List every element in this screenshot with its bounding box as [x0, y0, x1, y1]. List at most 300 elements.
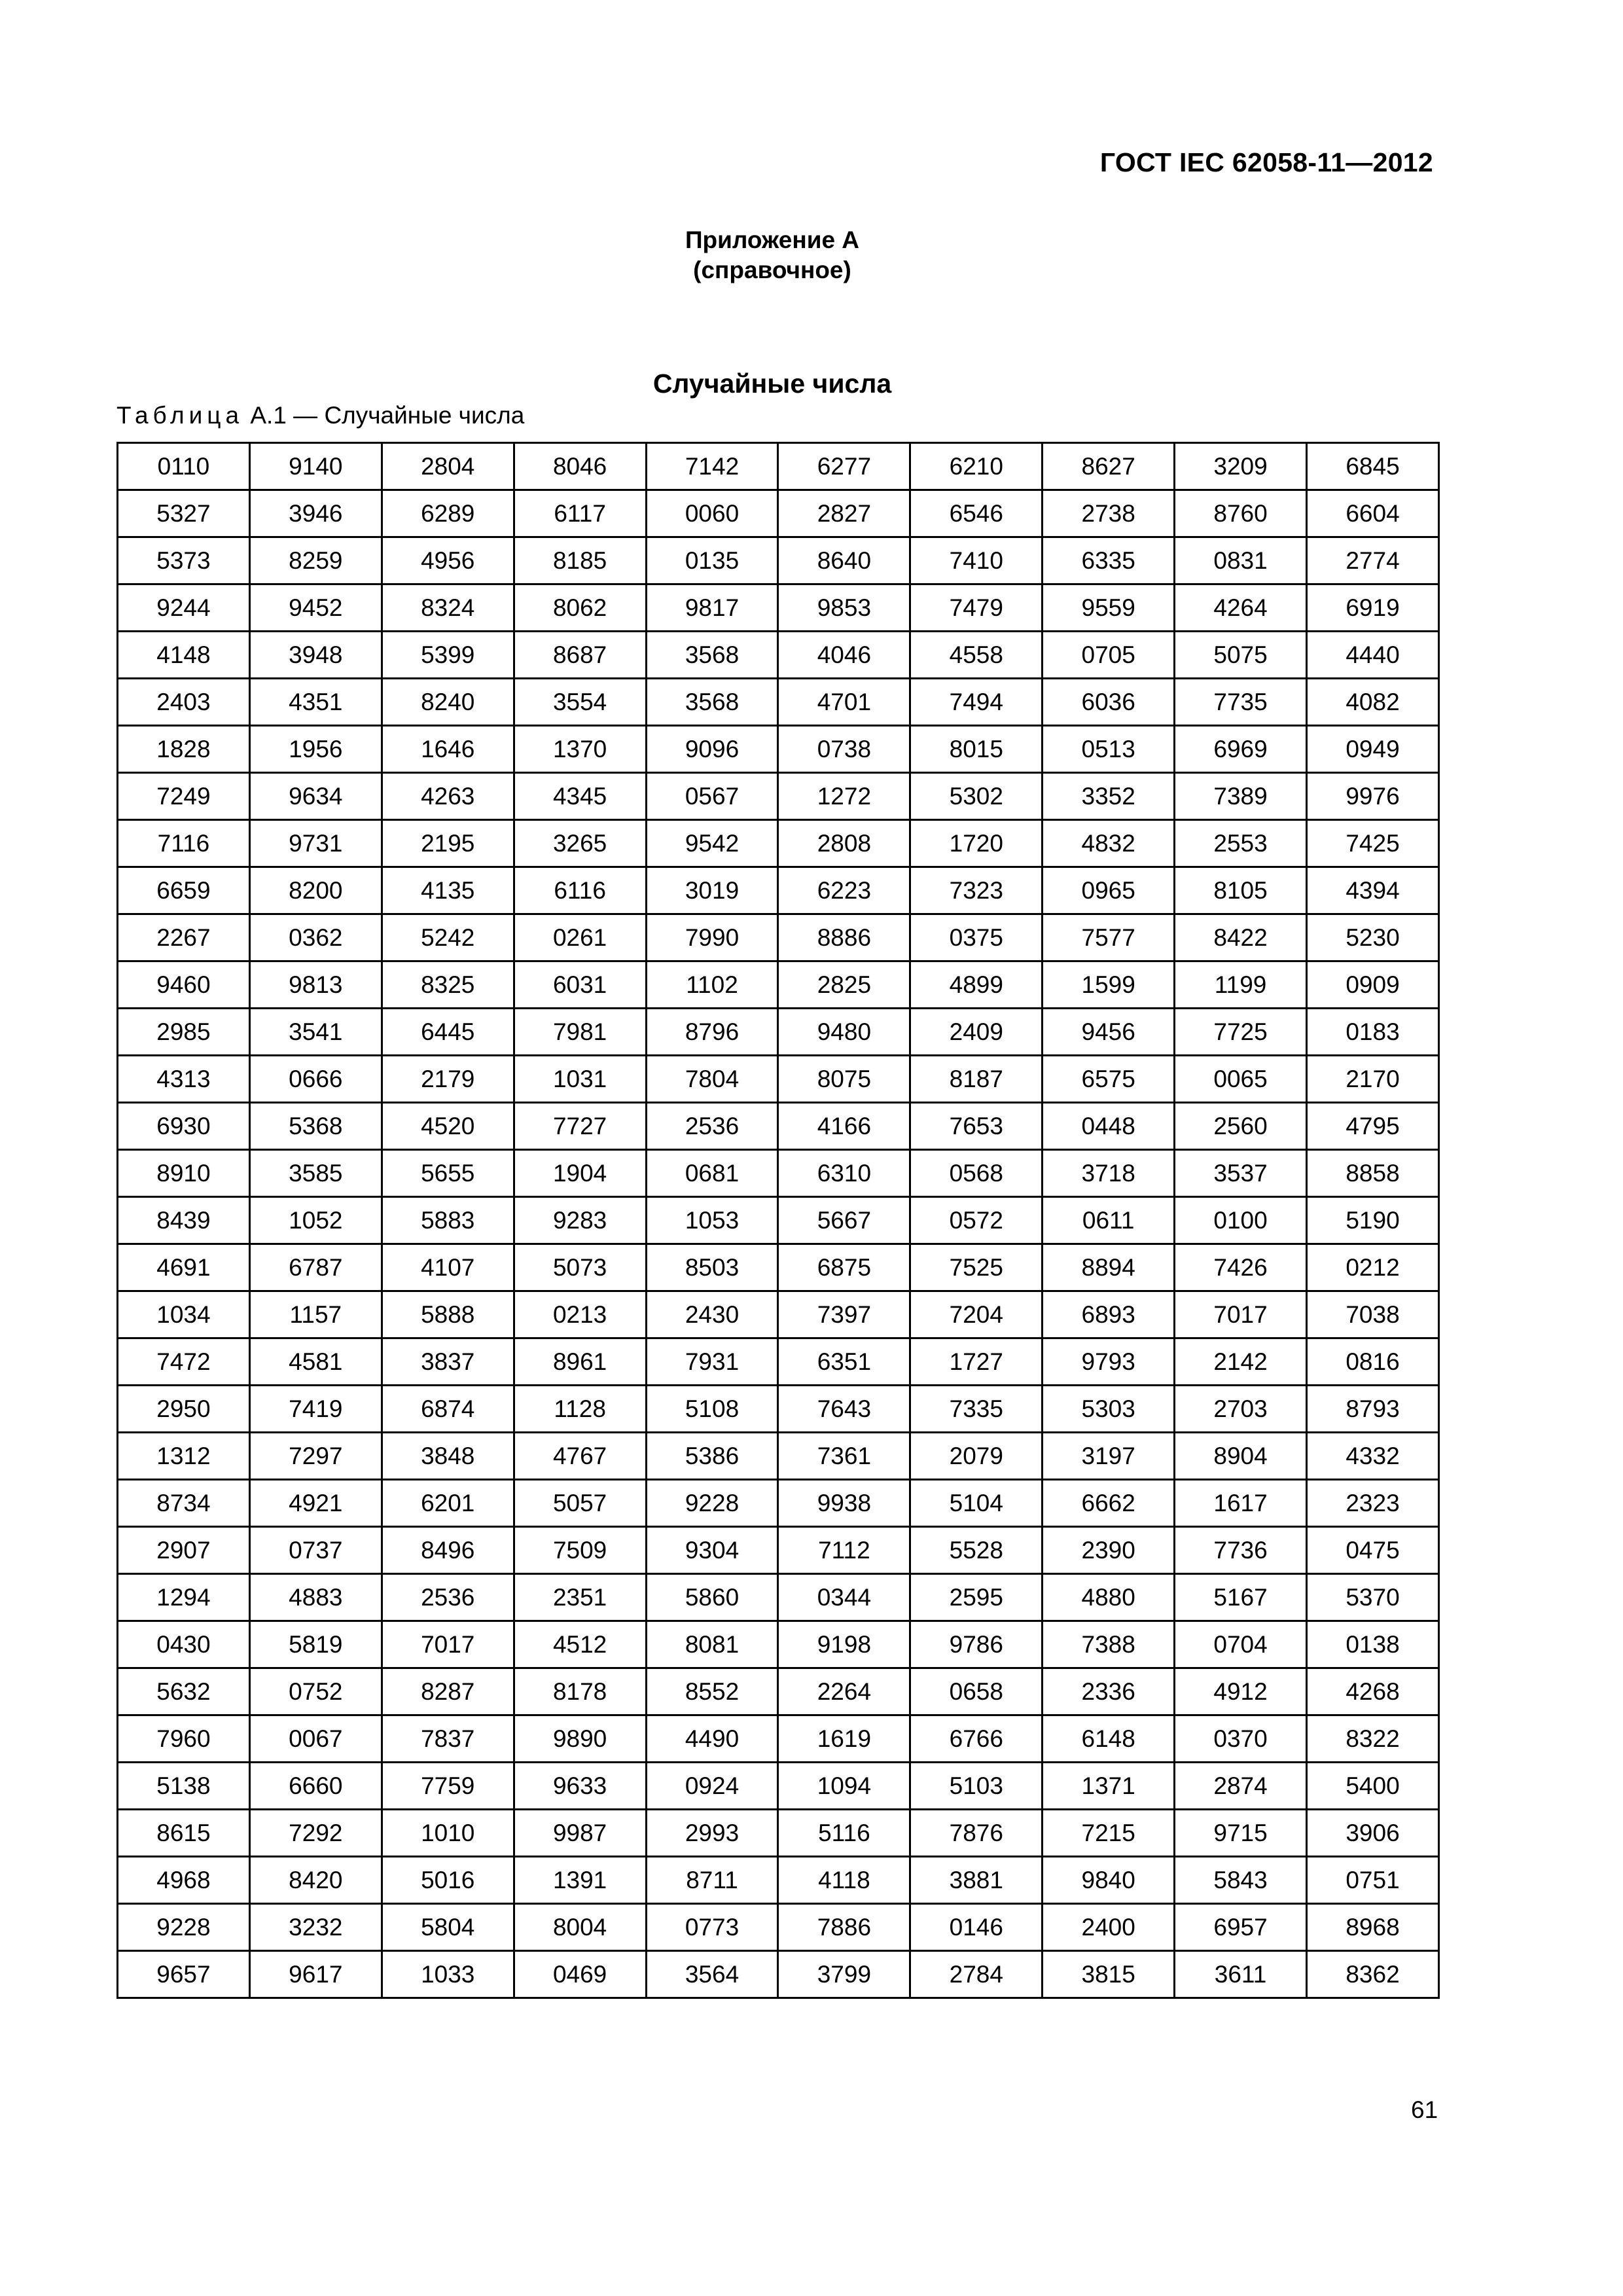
table-cell: 3352	[1043, 773, 1175, 820]
table-cell: 7112	[778, 1527, 910, 1574]
table-row	[118, 1009, 1439, 1056]
table-cell: 4166	[778, 1103, 910, 1150]
table-cell: 5368	[249, 1103, 382, 1150]
table-cell: 7204	[910, 1291, 1043, 1338]
table-cell: 1391	[514, 1857, 646, 1904]
table-cell: 5104	[910, 1480, 1043, 1527]
table-cell: 1617	[1175, 1480, 1307, 1527]
table-cell: 2195	[382, 820, 514, 867]
table-cell: 9140	[249, 443, 382, 490]
table-cell: 0704	[1175, 1621, 1307, 1668]
table-cell: 1619	[778, 1715, 910, 1763]
table-cell: 8760	[1175, 490, 1307, 537]
table-cell: 6223	[778, 867, 910, 914]
table-cell: 7725	[1175, 1009, 1307, 1056]
table-cell: 2950	[118, 1386, 250, 1433]
table-cell: 1371	[1043, 1763, 1175, 1810]
table-cell: 5073	[514, 1244, 646, 1291]
table-row	[118, 1668, 1439, 1715]
table-cell: 6660	[249, 1763, 382, 1810]
table-cell: 7323	[910, 867, 1043, 914]
table-row	[118, 914, 1439, 961]
table-cell: 8687	[514, 632, 646, 679]
table-cell: 2784	[910, 1951, 1043, 1998]
table-cell: 4268	[1307, 1668, 1439, 1715]
table-cell: 1312	[118, 1433, 250, 1480]
table-cell: 3537	[1175, 1150, 1307, 1197]
table-cell: 0448	[1043, 1103, 1175, 1150]
table-cell: 8287	[382, 1668, 514, 1715]
table-cell: 1102	[646, 961, 778, 1009]
table-cell: 7735	[1175, 679, 1307, 726]
table-cell: 4490	[646, 1715, 778, 1763]
table-cell: 8046	[514, 443, 646, 490]
table-cell: 4767	[514, 1433, 646, 1480]
table-cell: 3232	[249, 1904, 382, 1951]
table-cell: 9890	[514, 1715, 646, 1763]
table-cell: 8240	[382, 679, 514, 726]
table-cell: 5327	[118, 490, 250, 537]
table-row	[118, 1056, 1439, 1103]
table-cell: 2409	[910, 1009, 1043, 1056]
table-cell: 1052	[249, 1197, 382, 1244]
table-cell: 0067	[249, 1715, 382, 1763]
table-row	[118, 1951, 1439, 1998]
table-cell: 4512	[514, 1621, 646, 1668]
table-cell: 8496	[382, 1527, 514, 1574]
table-cell: 4351	[249, 679, 382, 726]
table-row	[118, 1480, 1439, 1527]
table-cell: 1010	[382, 1810, 514, 1857]
table-cell: 8503	[646, 1244, 778, 1291]
table-cell: 3611	[1175, 1951, 1307, 1998]
table-cell: 6036	[1043, 679, 1175, 726]
standard-designation: ГОСТ IEC 62058-11—2012	[1099, 147, 1433, 177]
section-title: Случайные числа	[652, 368, 892, 399]
table-cell: 9617	[249, 1951, 382, 1998]
table-cell: 0100	[1175, 1197, 1307, 1244]
table-cell: 8259	[249, 537, 382, 584]
table-cell: 5167	[1175, 1574, 1307, 1621]
table-cell: 6874	[382, 1386, 514, 1433]
table-cell: 1272	[778, 773, 910, 820]
table-cell: 0567	[646, 773, 778, 820]
table-cell: 6031	[514, 961, 646, 1009]
table-cell: 1157	[249, 1291, 382, 1338]
table-cell: 3799	[778, 1951, 910, 1998]
table-cell: 5373	[118, 537, 250, 584]
table-cell: 0752	[249, 1668, 382, 1715]
table-cell: 0362	[249, 914, 382, 961]
table-cell: 2264	[778, 1668, 910, 1715]
table-cell: 3019	[646, 867, 778, 914]
table-cell: 4345	[514, 773, 646, 820]
table-cell: 6575	[1043, 1056, 1175, 1103]
table-cell: 7335	[910, 1386, 1043, 1433]
table-cell: 2774	[1307, 537, 1439, 584]
table-caption	[116, 402, 524, 429]
table-cell: 6210	[910, 443, 1043, 490]
table-cell: 5230	[1307, 914, 1439, 961]
table-row	[118, 679, 1439, 726]
table-cell: 4107	[382, 1244, 514, 1291]
table-cell: 7804	[646, 1056, 778, 1103]
table-cell: 3815	[1043, 1951, 1175, 1998]
table-cell: 2267	[118, 914, 250, 961]
table-cell: 0370	[1175, 1715, 1307, 1763]
table-row	[118, 1291, 1439, 1338]
table-cell: 6116	[514, 867, 646, 914]
table-cell: 4263	[382, 773, 514, 820]
table-cell: 3564	[646, 1951, 778, 1998]
table-cell: 7361	[778, 1433, 910, 1480]
table-cell: 5804	[382, 1904, 514, 1951]
table-cell: 6604	[1307, 490, 1439, 537]
table-row	[118, 867, 1439, 914]
table-cell: 0375	[910, 914, 1043, 961]
table-cell: 4394	[1307, 867, 1439, 914]
table-cell: 1033	[382, 1951, 514, 1998]
table-cell: 5108	[646, 1386, 778, 1433]
table-cell: 8894	[1043, 1244, 1175, 1291]
table-cell: 5843	[1175, 1857, 1307, 1904]
table-cell: 7577	[1043, 914, 1175, 961]
random-numbers-table	[116, 442, 1440, 1999]
table-cell: 5075	[1175, 632, 1307, 679]
table-cell: 8187	[910, 1056, 1043, 1103]
table-cell: 7292	[249, 1810, 382, 1857]
table-cell: 4691	[118, 1244, 250, 1291]
table-cell: 2703	[1175, 1386, 1307, 1433]
table-cell: 8325	[382, 961, 514, 1009]
table-cell: 6117	[514, 490, 646, 537]
table-cell: 5883	[382, 1197, 514, 1244]
table-cell: 0773	[646, 1904, 778, 1951]
table-cell: 0705	[1043, 632, 1175, 679]
table-cell: 9840	[1043, 1857, 1175, 1904]
table-cell: 0065	[1175, 1056, 1307, 1103]
table-cell: 4956	[382, 537, 514, 584]
table-cell: 5400	[1307, 1763, 1439, 1810]
table-cell: 9096	[646, 726, 778, 773]
table-cell: 2170	[1307, 1056, 1439, 1103]
table-cell: 8439	[118, 1197, 250, 1244]
table-cell: 8886	[778, 914, 910, 961]
table-cell: 4148	[118, 632, 250, 679]
table-cell: 2336	[1043, 1668, 1175, 1715]
table-cell: 8062	[514, 584, 646, 632]
table-cell: 5370	[1307, 1574, 1439, 1621]
table-cell: 1599	[1043, 961, 1175, 1009]
table-cell: 5302	[910, 773, 1043, 820]
table-cell: 3837	[382, 1338, 514, 1386]
table-cell: 0751	[1307, 1857, 1439, 1904]
table-cell: 7017	[382, 1621, 514, 1668]
table-cell: 6893	[1043, 1291, 1175, 1338]
table-cell: 8627	[1043, 443, 1175, 490]
table-cell: 9304	[646, 1527, 778, 1574]
table-cell: 2351	[514, 1574, 646, 1621]
table-cell: 0909	[1307, 961, 1439, 1009]
table-cell: 2536	[382, 1574, 514, 1621]
table-cell: 7215	[1043, 1810, 1175, 1857]
table-cell: 6930	[118, 1103, 250, 1150]
table-cell: 0568	[910, 1150, 1043, 1197]
table-cell: 3265	[514, 820, 646, 867]
table-cell: 9198	[778, 1621, 910, 1668]
table-cell: 6845	[1307, 443, 1439, 490]
table-cell: 5655	[382, 1150, 514, 1197]
table-cell: 1128	[514, 1386, 646, 1433]
table-cell: 0572	[910, 1197, 1043, 1244]
table-cell: 0430	[118, 1621, 250, 1668]
table-cell: 4968	[118, 1857, 250, 1904]
table-cell: 7653	[910, 1103, 1043, 1150]
table-cell: 0681	[646, 1150, 778, 1197]
table-cell: 5303	[1043, 1386, 1175, 1433]
table-cell: 8004	[514, 1904, 646, 1951]
table-cell: 0110	[118, 443, 250, 490]
table-cell: 0611	[1043, 1197, 1175, 1244]
table-cell: 2079	[910, 1433, 1043, 1480]
table-cell: 8185	[514, 537, 646, 584]
table-cell: 7736	[1175, 1527, 1307, 1574]
table-cell: 7509	[514, 1527, 646, 1574]
table-cell: 7038	[1307, 1291, 1439, 1338]
table-cell: 9228	[118, 1904, 250, 1951]
table-cell: 7837	[382, 1715, 514, 1763]
table-cell: 8200	[249, 867, 382, 914]
table-cell: 4701	[778, 679, 910, 726]
table-cell: 0831	[1175, 537, 1307, 584]
table-cell: 5016	[382, 1857, 514, 1904]
table-cell: 1199	[1175, 961, 1307, 1009]
table-cell: 3568	[646, 632, 778, 679]
table-cell: 1828	[118, 726, 250, 773]
table-cell: 3848	[382, 1433, 514, 1480]
table-cell: 9633	[514, 1763, 646, 1810]
table-cell: 7479	[910, 584, 1043, 632]
table-cell: 7425	[1307, 820, 1439, 867]
table-cell: 0135	[646, 537, 778, 584]
table-cell: 0469	[514, 1951, 646, 1998]
table-cell: 0816	[1307, 1338, 1439, 1386]
table-cell: 9244	[118, 584, 250, 632]
table-cell: 4795	[1307, 1103, 1439, 1150]
table-row	[118, 1715, 1439, 1763]
table-cell: 8796	[646, 1009, 778, 1056]
table-cell: 2560	[1175, 1103, 1307, 1150]
table-row	[118, 820, 1439, 867]
table-cell: 8362	[1307, 1951, 1439, 1998]
table-cell: 9813	[249, 961, 382, 1009]
table-cell: 7727	[514, 1103, 646, 1150]
table-cell: 7297	[249, 1433, 382, 1480]
table-cell: 6289	[382, 490, 514, 537]
table-cell: 7472	[118, 1338, 250, 1386]
table-cell: 0261	[514, 914, 646, 961]
table-cell: 3585	[249, 1150, 382, 1197]
table-cell: 4440	[1307, 632, 1439, 679]
table-row	[118, 1150, 1439, 1197]
table-cell: 6969	[1175, 726, 1307, 773]
table-row	[118, 1574, 1439, 1621]
table-row	[118, 1338, 1439, 1386]
table-cell: 0738	[778, 726, 910, 773]
table-cell: 2907	[118, 1527, 250, 1574]
table-cell: 6957	[1175, 1904, 1307, 1951]
table-cell: 4899	[910, 961, 1043, 1009]
table-cell: 9731	[249, 820, 382, 867]
table-cell: 9559	[1043, 584, 1175, 632]
table-cell: 1294	[118, 1574, 250, 1621]
table-cell: 7931	[646, 1338, 778, 1386]
table-cell: 3948	[249, 632, 382, 679]
table-cell: 3881	[910, 1857, 1043, 1904]
table-cell: 1720	[910, 820, 1043, 867]
table-row	[118, 1527, 1439, 1574]
table-row	[118, 1386, 1439, 1433]
table-cell: 8961	[514, 1338, 646, 1386]
table-cell: 5888	[382, 1291, 514, 1338]
table-cell: 0737	[249, 1527, 382, 1574]
table-cell: 4082	[1307, 679, 1439, 726]
table-cell: 1727	[910, 1338, 1043, 1386]
table-cell: 0344	[778, 1574, 910, 1621]
table-cell: 8075	[778, 1056, 910, 1103]
table-cell: 2874	[1175, 1763, 1307, 1810]
table-cell: 2993	[646, 1810, 778, 1857]
table-cell: 9480	[778, 1009, 910, 1056]
page-number: 61	[1411, 2096, 1438, 2123]
table-cell: 2825	[778, 961, 910, 1009]
table-cell: 2985	[118, 1009, 250, 1056]
table-cell: 7643	[778, 1386, 910, 1433]
table-row	[118, 584, 1439, 632]
table-cell: 4313	[118, 1056, 250, 1103]
table-cell: 5860	[646, 1574, 778, 1621]
table-cell: 8910	[118, 1150, 250, 1197]
table-cell: 8615	[118, 1810, 250, 1857]
table-cell: 2536	[646, 1103, 778, 1150]
table-cell: 9715	[1175, 1810, 1307, 1857]
table-cell: 3554	[514, 679, 646, 726]
table-cell: 8422	[1175, 914, 1307, 961]
table-cell: 7142	[646, 443, 778, 490]
table-cell: 9456	[1043, 1009, 1175, 1056]
table-cell: 8081	[646, 1621, 778, 1668]
table-cell: 7990	[646, 914, 778, 961]
table-cell: 7981	[514, 1009, 646, 1056]
table-cell: 4520	[382, 1103, 514, 1150]
table-cell: 8734	[118, 1480, 250, 1527]
table-cell: 8968	[1307, 1904, 1439, 1951]
table-cell: 9938	[778, 1480, 910, 1527]
table-body	[118, 443, 1439, 1998]
table-cell: 5819	[249, 1621, 382, 1668]
table-cell: 1034	[118, 1291, 250, 1338]
table-cell: 9542	[646, 820, 778, 867]
table-cell: 5632	[118, 1668, 250, 1715]
table-cell: 1370	[514, 726, 646, 773]
table-row	[118, 1904, 1439, 1951]
table-cell: 9283	[514, 1197, 646, 1244]
table-cell: 2553	[1175, 820, 1307, 867]
table-cell: 1094	[778, 1763, 910, 1810]
table-cell: 3568	[646, 679, 778, 726]
table-cell: 6335	[1043, 537, 1175, 584]
table-row	[118, 1621, 1439, 1668]
table-cell: 2179	[382, 1056, 514, 1103]
table-cell: 4046	[778, 632, 910, 679]
table-cell: 7525	[910, 1244, 1043, 1291]
table-caption-text: А.1 — Случайные числа	[243, 402, 525, 429]
table-cell: 8711	[646, 1857, 778, 1904]
table-cell: 7017	[1175, 1291, 1307, 1338]
table-cell: 0213	[514, 1291, 646, 1338]
table-cell: 3541	[249, 1009, 382, 1056]
table-cell: 5667	[778, 1197, 910, 1244]
table-cell: 6310	[778, 1150, 910, 1197]
table-cell: 1031	[514, 1056, 646, 1103]
table-cell: 4332	[1307, 1433, 1439, 1480]
table-cell: 2804	[382, 443, 514, 490]
table-cell: 7419	[249, 1386, 382, 1433]
table-row	[118, 490, 1439, 537]
table-cell: 2403	[118, 679, 250, 726]
table-cell: 6148	[1043, 1715, 1175, 1763]
appendix-title: Приложение А	[685, 226, 860, 253]
table-cell: 0183	[1307, 1009, 1439, 1056]
table-cell: 2595	[910, 1574, 1043, 1621]
table-row	[118, 537, 1439, 584]
table-row	[118, 1197, 1439, 1244]
table-cell: 4135	[382, 867, 514, 914]
table-cell: 7960	[118, 1715, 250, 1763]
table-cell: 4880	[1043, 1574, 1175, 1621]
table-cell: 8904	[1175, 1433, 1307, 1480]
table-cell: 6351	[778, 1338, 910, 1386]
table-cell: 8322	[1307, 1715, 1439, 1763]
table-cell: 6659	[118, 867, 250, 914]
table-cell: 0212	[1307, 1244, 1439, 1291]
table-row	[118, 443, 1439, 490]
table-cell: 4264	[1175, 584, 1307, 632]
table-cell: 8420	[249, 1857, 382, 1904]
table-cell: 8105	[1175, 867, 1307, 914]
table-cell: 2430	[646, 1291, 778, 1338]
table-cell: 4558	[910, 632, 1043, 679]
table-cell: 0513	[1043, 726, 1175, 773]
table-cell: 9228	[646, 1480, 778, 1527]
table-cell: 8640	[778, 537, 910, 584]
table-cell: 1053	[646, 1197, 778, 1244]
table-cell: 9460	[118, 961, 250, 1009]
table-cell: 6277	[778, 443, 910, 490]
table-cell: 9452	[249, 584, 382, 632]
table-cell: 0965	[1043, 867, 1175, 914]
table-row	[118, 1857, 1439, 1904]
table-cell: 5116	[778, 1810, 910, 1857]
table-cell: 5399	[382, 632, 514, 679]
table-cell: 3906	[1307, 1810, 1439, 1857]
table-cell: 0475	[1307, 1527, 1439, 1574]
table-cell: 7759	[382, 1763, 514, 1810]
table-cell: 2808	[778, 820, 910, 867]
table-cell: 3197	[1043, 1433, 1175, 1480]
table-cell: 2323	[1307, 1480, 1439, 1527]
table-cell: 7249	[118, 773, 250, 820]
